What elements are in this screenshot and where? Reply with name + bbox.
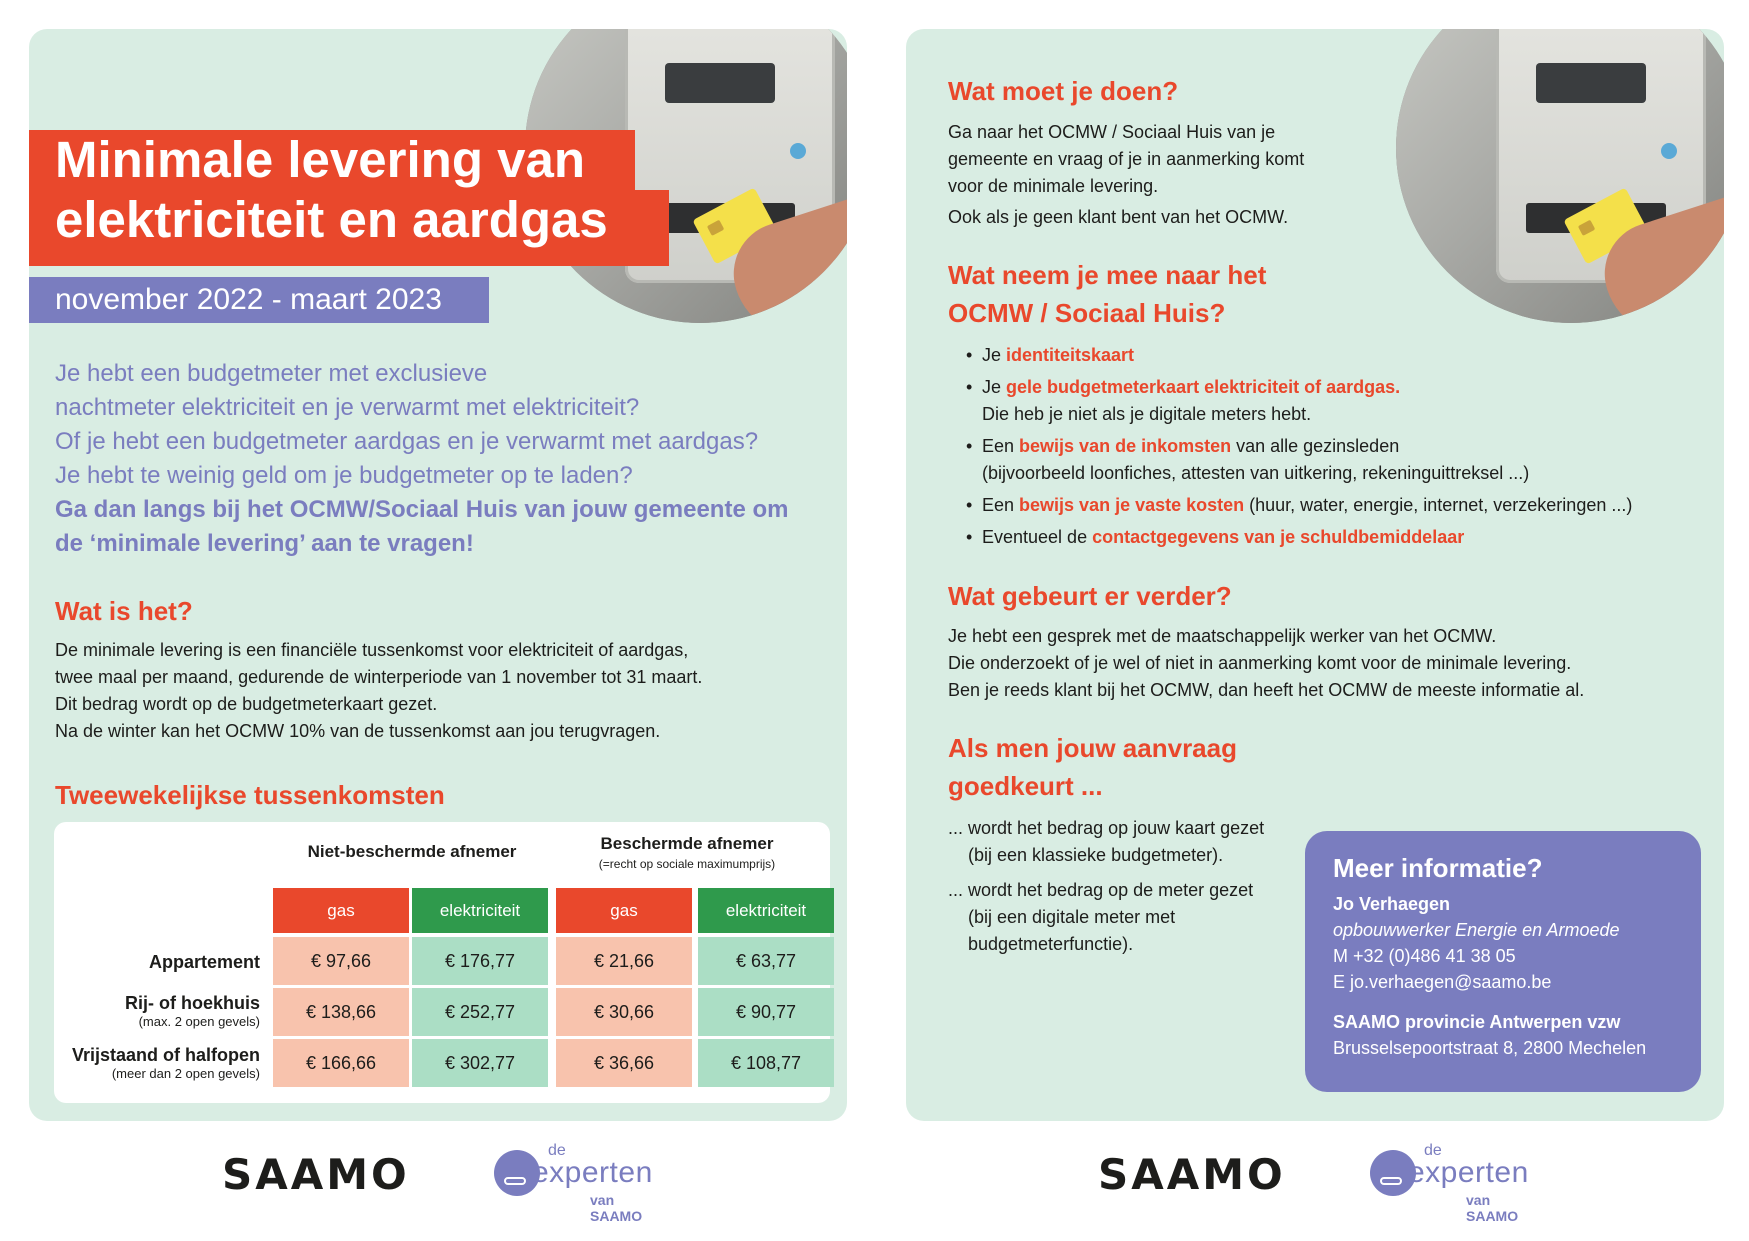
org-address: Brusselsepoortstraat 8, 2800 Mechelen xyxy=(1333,1038,1647,1058)
table-cell: € 36,66 xyxy=(556,1039,692,1087)
saamo-logo: SAAMO xyxy=(222,1150,410,1199)
de-experten-logo: de experten van SAAMO xyxy=(494,1142,654,1212)
intro-text: Je hebt een budgetmeter met exclusieve nachtmeter elektriciteit en je verwarmt met elektriciteit? Of je hebt een budgetmeter aardgas en je verwarmt met aardgas? Je hebt te weinig geld om je budgetmeter op te laden? Ga dan langs bij het OCMW/Sociaal Huis van jouw gemeente om de ‘minimale levering’ aan te vragen! xyxy=(55,360,789,557)
table-cell: € 30,66 xyxy=(556,988,692,1036)
row-label-apartment: Appartement xyxy=(148,952,260,972)
list-item: • Een bewijs van je vaste kosten (huur, water, energie, internet, verzekeringen ...) xyxy=(966,495,1633,515)
heading-if-approved: Als men jouw aanvraag goedkeurt ... xyxy=(948,733,1237,801)
row-label-detached: Vrijstaand of halfopen (meer dan 2 open gevels) xyxy=(71,1045,260,1081)
saamo-logo: SAAMO xyxy=(1098,1150,1286,1199)
de-experten-logo: de experten van SAAMO xyxy=(1370,1142,1530,1212)
org-name: SAAMO provincie Antwerpen vzw xyxy=(1333,1012,1621,1032)
what-next-body: Je hebt een gesprek met de maatschappelijk werker van het OCMW. Die onderzoekt of je wel of niet in aanmerking komt voor de minimale levering. Ben je reeds klant bij het OCMW, dan heeft het OCMW de meeste informatie al. xyxy=(948,626,1585,700)
col-header-gas: gas xyxy=(556,888,692,933)
contact-name: Jo Verhaegen xyxy=(1333,894,1451,914)
contact-role: opbouwwerker Energie en Armoede xyxy=(1333,920,1620,940)
contact-phone[interactable]: M +32 (0)486 41 38 05 xyxy=(1333,946,1516,966)
list-item: • Een bewijs van de inkomsten van alle gezinsleden (bijvoorbeeld loonfiches, attesten van uitkering, rekeninguittreksel ...) xyxy=(966,436,1530,483)
bring-list xyxy=(966,342,1726,556)
if-approved-body: ... wordt het bedrag op jouw kaart gezet (bij een klassieke budgetmeter). ... wordt het bedrag op de meter gezet (bij een digitale meter met budgetmeterfunctie). xyxy=(948,818,1265,954)
what-is-it-body: De minimale levering is een financiële tussenkomst voor elektriciteit of aardgas, twee maal per maand, gedurende de winterperiode van 1 november tot 31 maart. Dit bedrag wordt op de budgetmeterkaart gezet. Na de winter kan het OCMW 10% van de tussenkomst aan jou terugvragen. xyxy=(55,640,703,741)
row-label-terraced: Rij- of hoekhuis (max. 2 open gevels) xyxy=(125,993,260,1029)
table-cell: € 97,66 xyxy=(273,937,409,985)
table-cell: € 21,66 xyxy=(556,937,692,985)
col-header-gas: gas xyxy=(273,888,409,933)
group-unprotected: Niet-beschermde afnemer xyxy=(307,842,517,861)
more-info-box xyxy=(1305,831,1701,1092)
table-cell: € 138,66 xyxy=(273,988,409,1036)
date-range-badge: november 2022 - maart 2023 xyxy=(29,277,489,323)
title-line-2: elektriciteit en aardgas xyxy=(29,190,669,266)
table-cell: € 166,66 xyxy=(273,1039,409,1087)
list-item: • Je identiteitskaart xyxy=(966,345,1135,365)
table-cell: € 302,77 xyxy=(412,1039,548,1087)
col-header-electricity: elektriciteit xyxy=(698,888,834,933)
table-cell: € 63,77 xyxy=(698,937,834,985)
list-item: • Je gele budgetmeterkaart elektriciteit of aardgas. Die heb je niet als je digitale meters hebt. xyxy=(966,377,1401,424)
heading-what-to-bring: Wat neem je mee naar het OCMW / Sociaal Huis? xyxy=(948,260,1267,328)
title-line-1: Minimale levering van xyxy=(29,130,635,190)
table-cell: € 108,77 xyxy=(698,1039,834,1087)
heading-biweekly-table: Tweewekelijkse tussenkomsten xyxy=(55,780,445,810)
table-cell: € 90,77 xyxy=(698,988,834,1036)
table-cell: € 252,77 xyxy=(412,988,548,1036)
list-item: • Eventueel de contactgegevens van je schuldbemiddelaar xyxy=(966,527,1465,547)
col-header-electricity: elektriciteit xyxy=(412,888,548,933)
heading-what-to-do: Wat moet je doen? xyxy=(948,76,1179,106)
group-protected: Beschermde afnemer (=recht op sociale maximumprijs) xyxy=(598,834,776,871)
contact-email[interactable]: E jo.verhaegen@saamo.be xyxy=(1333,972,1552,992)
heading-what-next: Wat gebeurt er verder? xyxy=(948,581,1232,611)
what-to-do-body: Ga naar het OCMW / Sociaal Huis van je gemeente en vraag of je in aanmerking komt voor de minimale levering. Ook als je geen klant bent van het OCMW. xyxy=(948,122,1305,227)
more-info-title: Meer informatie? xyxy=(1333,853,1543,883)
heading-what-is-it: Wat is het? xyxy=(55,596,193,626)
budget-meter-photo xyxy=(1396,29,1724,323)
table-cell: € 176,77 xyxy=(412,937,548,985)
